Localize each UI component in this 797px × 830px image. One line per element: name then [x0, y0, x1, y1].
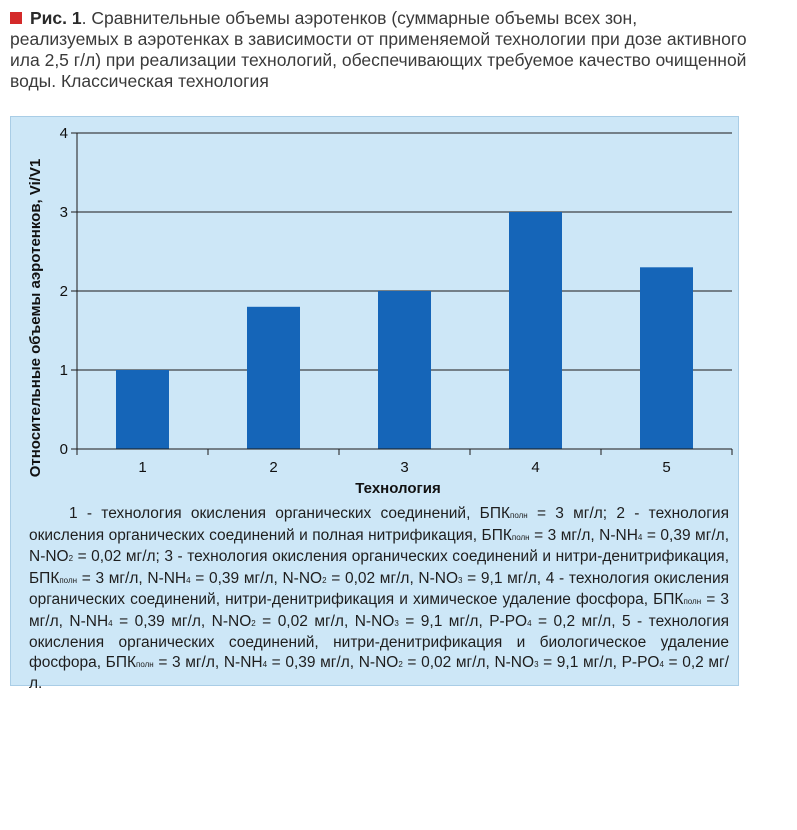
notes-subscript: 4: [527, 618, 532, 628]
bar: [378, 291, 431, 449]
notes-subscript: 4: [659, 659, 664, 669]
notes-subscript: полн: [510, 511, 528, 520]
y-tick-label: 3: [59, 204, 68, 221]
notes-subscript: 3: [394, 618, 399, 628]
bar: [247, 307, 300, 449]
notes-subscript: полн: [136, 659, 154, 669]
notes-text: = 0,39 мг/л, N-NO: [29, 526, 730, 565]
notes-subscript: 4: [637, 532, 643, 542]
notes-text: = 0,39 мг/л, N-NO: [267, 653, 399, 671]
y-axis-label: Относительные объемы аэротенков, Vi/V1: [27, 158, 44, 478]
figure-caption: [10, 8, 750, 92]
bar: [509, 212, 562, 449]
bars: [116, 212, 693, 449]
notes-text: 1 - технология окисления органических соединений, БПК: [69, 505, 510, 522]
y-tick-label: 0: [59, 441, 68, 458]
x-axis-label: Технология: [355, 480, 441, 497]
notes-text: = 0,39 мг/л, N-NO: [190, 569, 323, 587]
notes-text: = 0,02 мг/л, N-NO: [255, 612, 395, 630]
notes-text: = 3 мг/л, N-NH: [29, 591, 729, 630]
caption-text: . Сравнительные объемы аэротенков (суммарные объемы всех зон, реализуемых в аэротенках в зависимости от применяемой технологии при дозе активного ила 2,5 г/л) при реализации технологий, обеспечивающих требуемое качество очищенной воды. Классическая технология: [10, 8, 747, 91]
notes-text: = 3 мг/л, N-NH: [153, 653, 263, 671]
notes-text: = 3 мг/л; 2 - технология окисления органических соединений и полная нитрификация, БПК: [29, 505, 729, 544]
bar: [116, 370, 169, 449]
x-tick-label: 1: [138, 459, 147, 476]
x-tick-label: 3: [400, 459, 409, 476]
notes-text: = 0,02 мг/л, N-NO: [402, 653, 535, 671]
notes-text: = 0,02 мг/л; 3 - технология окисления органических соединений и нитри-денитрификация, БПК: [29, 548, 729, 587]
x-tick-label: 5: [662, 459, 671, 476]
notes-subscript: полн: [683, 597, 702, 606]
notes-text: = 0,39 мг/л, N-NO: [112, 612, 252, 630]
notes-subscript: 4: [108, 618, 113, 628]
x-tick-labels: [138, 459, 670, 476]
notes-subscript: 2: [68, 554, 74, 563]
x-tick-label: 4: [531, 459, 540, 476]
notes-text: = 0,2 мг/л.: [29, 653, 729, 692]
notes-subscript: 2: [398, 659, 403, 669]
red-square-icon: [10, 12, 22, 24]
technology-legend-notes: [29, 504, 729, 694]
notes-text: = 0,2 мг/л, 5 - технология окисления органических соединений, нитри-денитрификация и биологическое удаление фосфора, БПК: [29, 612, 729, 671]
bar: [640, 267, 693, 449]
notes-text: = 0,02 мг/л, N-NO: [326, 569, 459, 587]
bar-chart: [11, 117, 740, 497]
chart-panel: [10, 116, 739, 692]
notes-text: = 9,1 мг/л, P-PO: [538, 653, 660, 671]
notes-subscript: 2: [322, 575, 327, 585]
y-tick-label: 4: [59, 125, 68, 142]
notes-text: = 9,1 мг/л, P-PO: [398, 612, 528, 630]
notes-subscript: 3: [458, 575, 463, 585]
y-tick-label: 2: [59, 283, 68, 300]
notes-text: = 3 мг/л, N-NH: [77, 569, 187, 587]
notes-text: = 9,1 мг/л, 4 - технология окисления органических соединений, нитри-денитрификация и химическое удаление фосфора, БПК: [29, 569, 729, 608]
y-tick-labels: [60, 125, 68, 458]
notes-text: = 3 мг/л, N-NH: [529, 526, 638, 544]
figure-label: Рис. 1: [30, 8, 82, 28]
notes-subscript: 3: [534, 659, 539, 669]
notes-subscript: полн: [59, 575, 78, 585]
notes-subscript: 4: [186, 575, 191, 585]
x-tick-label: 2: [269, 459, 278, 476]
notes-subscript: полн: [511, 532, 530, 542]
notes-subscript: 2: [251, 618, 256, 628]
notes-subscript: 4: [262, 659, 268, 669]
y-tick-label: 1: [59, 362, 68, 379]
